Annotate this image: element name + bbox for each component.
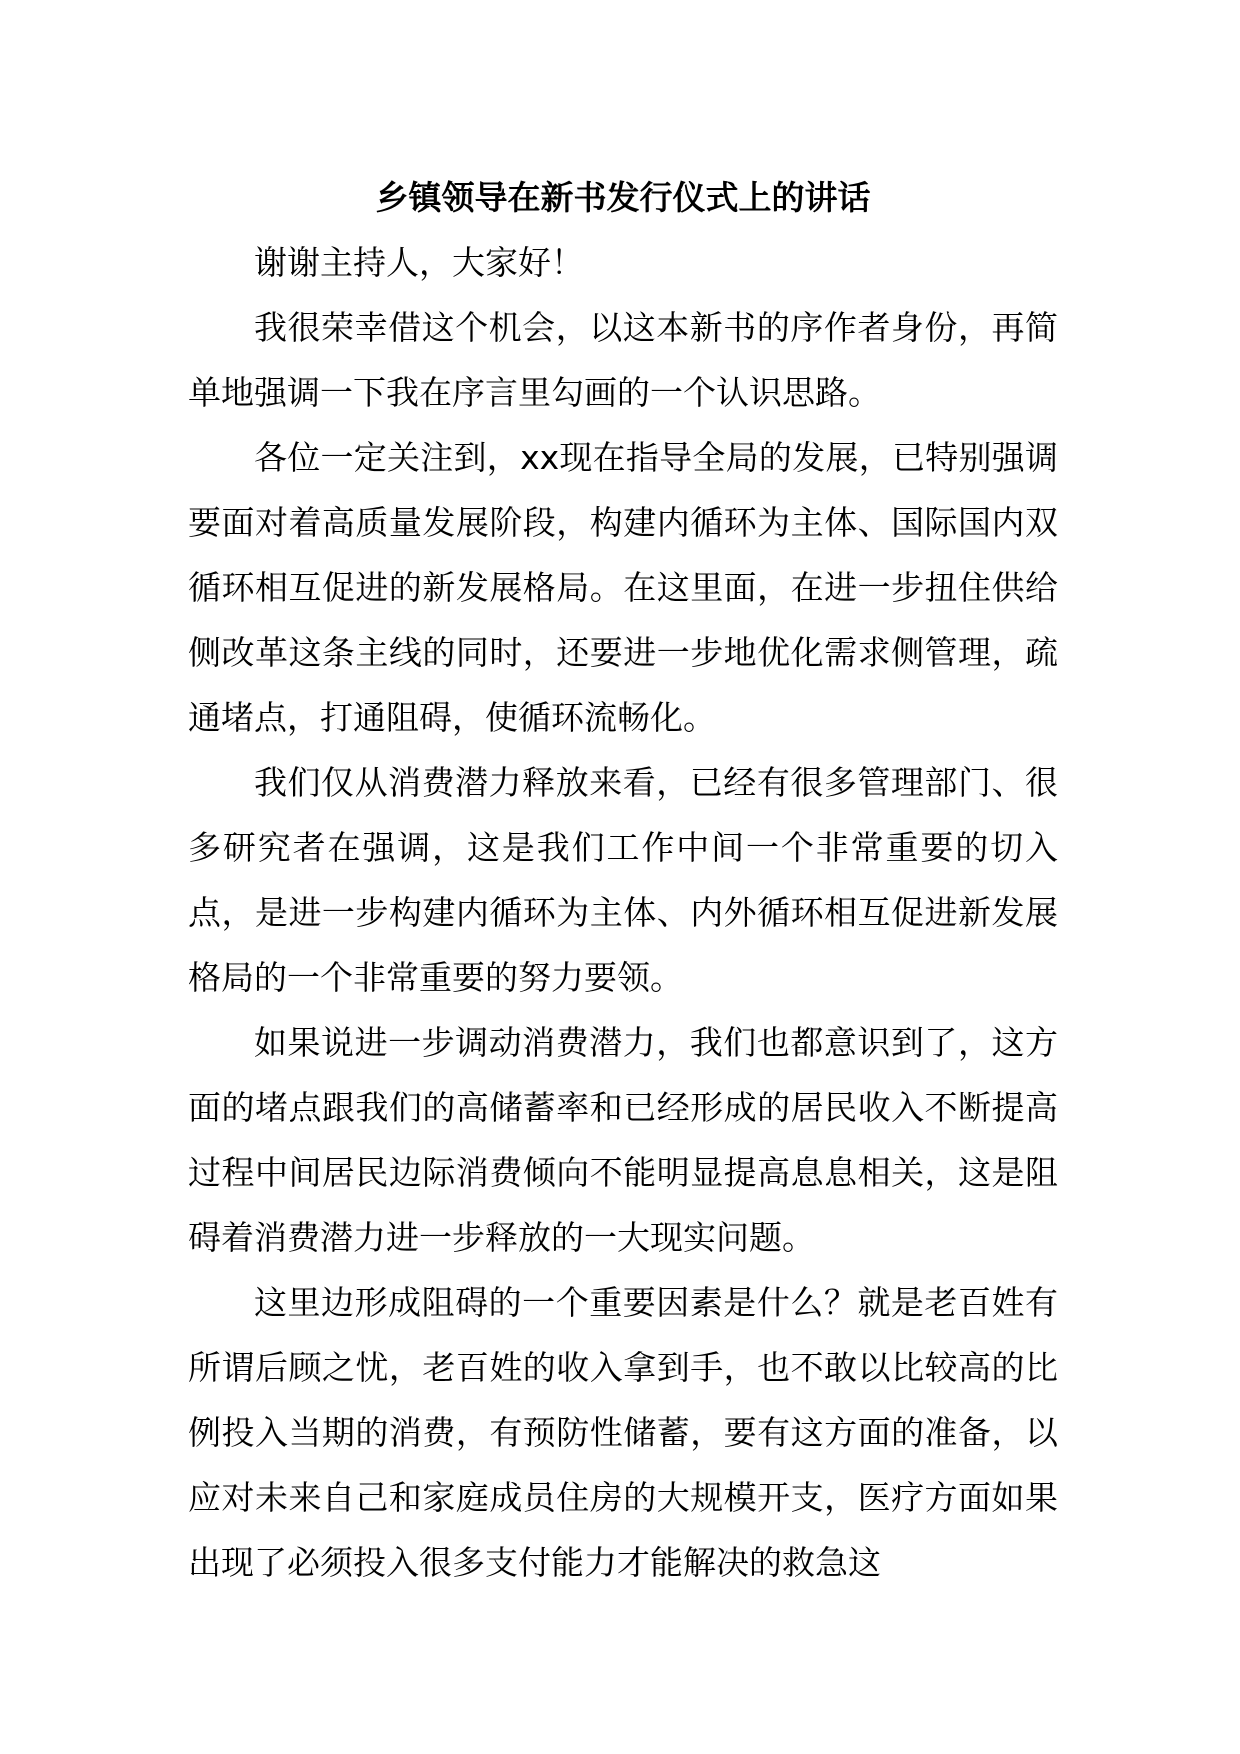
paragraph-introduction: 我很荣幸借这个机会，以这本新书的序作者身份，再简单地强调一下我在序言里勾画的一个认识思路。 [188,308,1058,412]
document-title: 乡镇领导在新书发行仪式上的讲话 [375,178,871,217]
document-body [188,172,1058,1595]
paragraph-savings-rate: 如果说进一步调动消费潜力，我们也都意识到了，这方面的堵点跟我们的高储蓄率和已经形成的居民收入不断提高过程中间居民边际消费倾向不能明显提高息息相关，这是阻碍着消费潜力进一步释放的一大现实问题。 [188,1023,1058,1257]
paragraph-consumption-potential: 我们仅从消费潜力释放来看，已经有很多管理部门、很多研究者在强调，这是我们工作中间一个非常重要的切入点，是进一步构建内循环为主体、内外循环相互促进新发展格局的一个非常重要的努力要领。 [188,763,1058,997]
paragraph-development-pattern: 各位一定关注到，xx现在指导全局的发展，已特别强调要面对着高质量发展阶段，构建内循环为主体、国际国内双循环相互促进的新发展格局。在这里面，在进一步扭住供给侧改革这条主线的同时，还要进一步地优化需求侧管理，疏通堵点，打通阻碍，使循环流畅化。 [188,438,1058,737]
paragraph-greeting: 谢谢主持人，大家好！ [254,243,584,282]
paragraph-precautionary-savings: 这里边形成阻碍的一个重要因素是什么？就是老百姓有所谓后顾之忧，老百姓的收入拿到手，也不敢以比较高的比例投入当期的消费，有预防性储蓄，要有这方面的准备，以应对未来自己和家庭成员住房的大规模开支，医疗方面如果出现了必须投入很多支付能力才能解决的救急这 [188,1283,1058,1582]
